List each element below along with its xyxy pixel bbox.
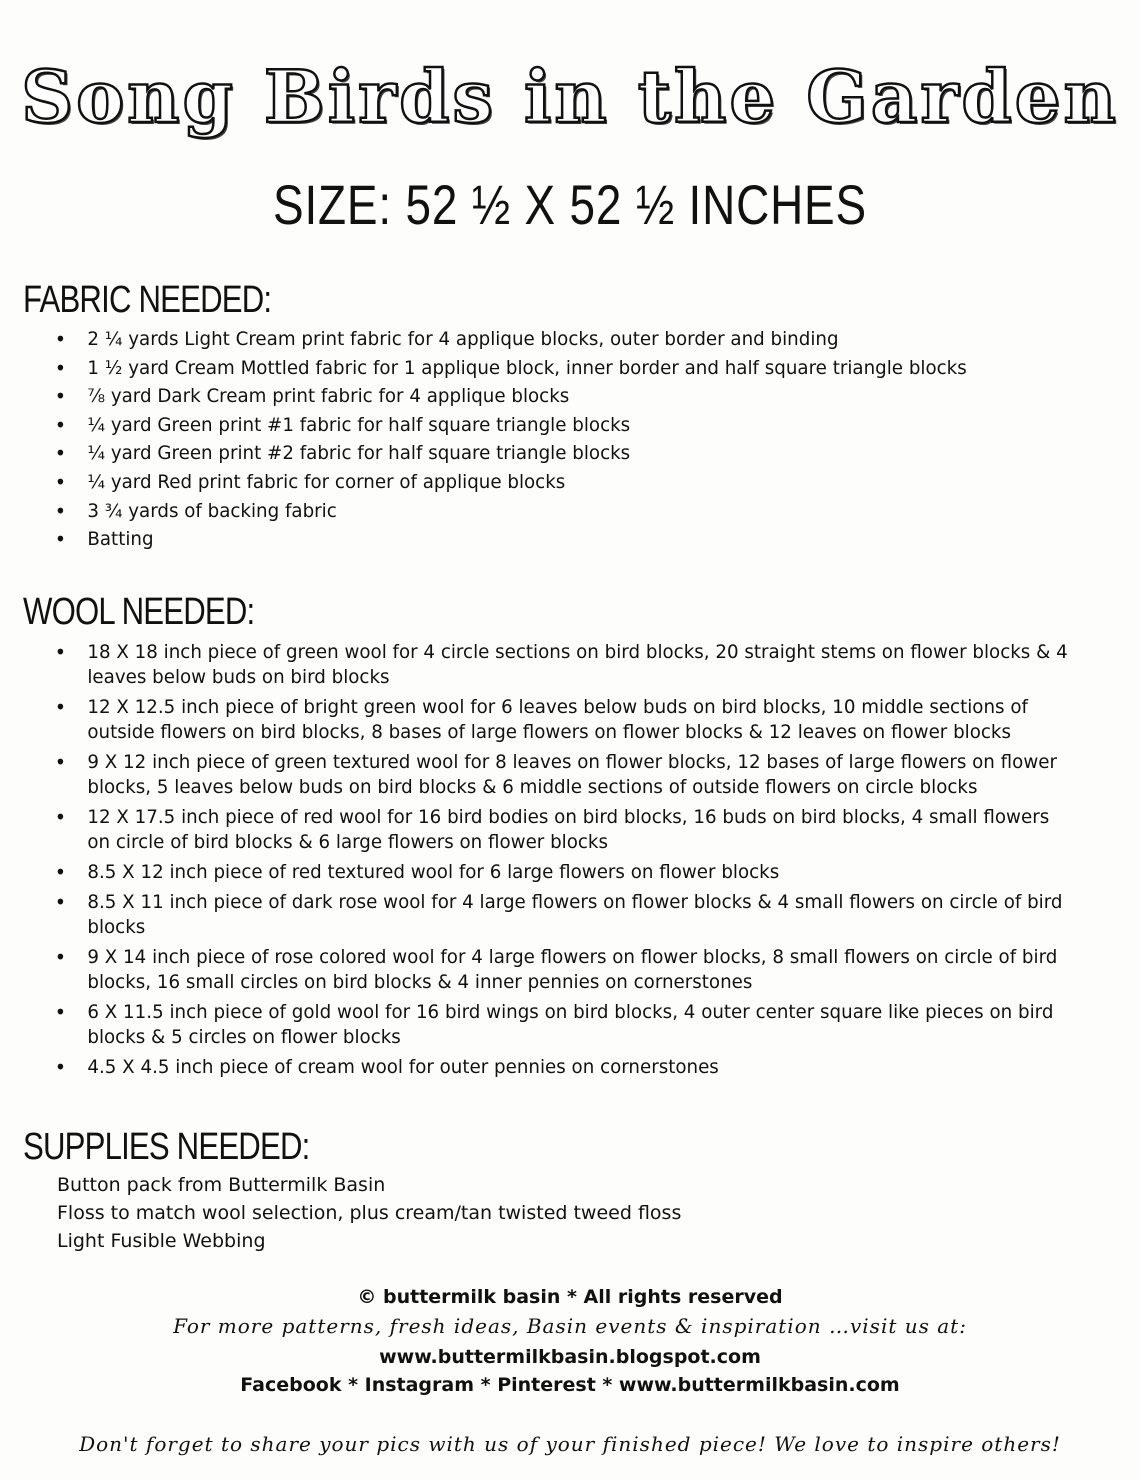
fabric-list-item: • ¼ yard Red print fabric for corner of applique blocks: [0, 470, 1075, 495]
fabric-list-item: • 2 ¼ yards Light Cream print fabric for 4 applique blocks, outer border and binding: [0, 327, 1075, 352]
fabric-list-item: • 1 ½ yard Cream Mottled fabric for 1 applique block, inner border and half square triangle blocks: [0, 356, 1075, 381]
wool-heading: WOOL NEEDED:: [23, 591, 255, 633]
supplies-list-item: Floss to match wool selection, plus cream/tan twisted tweed floss: [57, 1202, 682, 1224]
wool-list-item: • 12 X 17.5 inch piece of red wool for 16 bird bodies on bird blocks, 16 buds on bird blocks, 4 small flowers on circle of bird blocks & 6 large flowers on flower blocks: [0, 805, 1075, 855]
supplies-heading: SUPPLIES NEEDED:: [23, 1126, 310, 1168]
social-links: Facebook * Instagram * Pinterest * www.buttermilkbasin.com: [240, 1374, 900, 1396]
copyright-line: © buttermilk basin * All rights reserved: [357, 1286, 783, 1308]
wool-list-item: • 8.5 X 11 inch piece of dark rose wool for 4 large flowers on flower blocks & 4 small flowers on circle of bird blocks: [0, 890, 1075, 940]
wool-list-item: • 9 X 14 inch piece of rose colored wool for 4 large flowers on flower blocks, 8 small flowers on circle of bird blocks, 16 small circles on bird blocks & 4 inner pennies on cornerstones: [0, 945, 1075, 995]
wool-list-item: • 12 X 12.5 inch piece of bright green wool for 6 leaves below buds on bird blocks, 10 middle sections of outside flowers on bird blocks, 8 bases of large flowers on flower blocks & 12 leaves on flower blocks: [0, 695, 1075, 745]
wool-list-item: • 4.5 X 4.5 inch piece of cream wool for outer pennies on cornerstones: [0, 1055, 1075, 1080]
blog-url: www.buttermilkbasin.blogspot.com: [379, 1346, 761, 1368]
supplies-list-item: Light Fusible Webbing: [57, 1230, 266, 1252]
page-title: Song Birds in the Garden: [21, 54, 1119, 139]
fabric-list-item: • ¼ yard Green print #1 fabric for half square triangle blocks: [0, 413, 1075, 438]
fabric-list: [0, 327, 1120, 556]
fabric-heading: FABRIC NEEDED:: [23, 279, 272, 321]
wool-list: [0, 640, 1120, 1085]
wool-list-item: • 8.5 X 12 inch piece of red textured wool for 6 large flowers on flower blocks: [0, 860, 1075, 885]
footer-tagline: For more patterns, fresh ideas, Basin events & inspiration …visit us at:: [173, 1314, 967, 1338]
wool-list-item: • 9 X 12 inch piece of green textured wool for 8 leaves on flower blocks, 12 bases of large flowers on flower blocks, 5 leaves below buds on bird blocks & 6 middle sections of outside flowers on circle blocks: [0, 750, 1075, 800]
fabric-list-item: • ¼ yard Green print #2 fabric for half square triangle blocks: [0, 441, 1075, 466]
fabric-list-item: • ⅞ yard Dark Cream print fabric for 4 applique blocks: [0, 384, 1075, 409]
supplies-list: [57, 1171, 681, 1255]
fabric-list-item: • Batting: [0, 527, 1075, 552]
supplies-list-item: Button pack from Buttermilk Basin: [57, 1174, 386, 1196]
wool-list-item: • 18 X 18 inch piece of green wool for 4 circle sections on bird blocks, 20 straight stems on flower blocks & 4 leaves below buds on bird blocks: [0, 640, 1075, 690]
closing-note: Don't forget to share your pics with us of your finished piece! We love to inspire others!: [79, 1432, 1061, 1456]
wool-list-item: • 6 X 11.5 inch piece of gold wool for 16 bird wings on bird blocks, 4 outer center square like pieces on bird blocks & 5 circles on flower blocks: [0, 1000, 1075, 1050]
fabric-list-item: • 3 ¾ yards of backing fabric: [0, 499, 1075, 524]
quilt-size: SIZE: 52 ½ X 52 ½ INCHES: [273, 173, 867, 236]
